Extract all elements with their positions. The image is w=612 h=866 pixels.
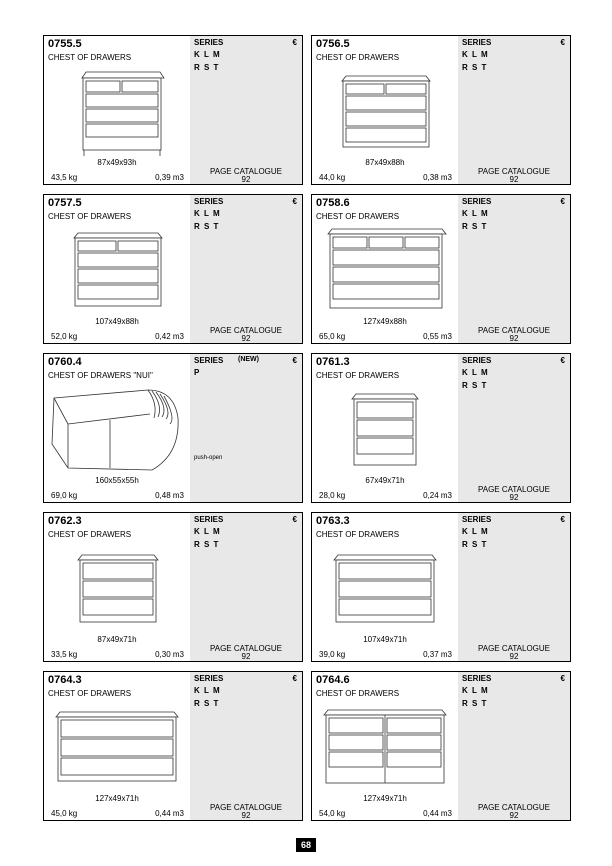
series-line-2: R S T bbox=[194, 699, 220, 708]
series-line-1: K L M bbox=[462, 209, 489, 218]
series-panel bbox=[458, 354, 570, 502]
product-name: CHEST OF DRAWERS "NUI" bbox=[48, 371, 153, 380]
product-weight: 52,0 kg bbox=[51, 332, 78, 341]
series-line-2: R S T bbox=[462, 381, 488, 390]
series-line-1: K L M bbox=[462, 50, 489, 59]
product-weight: 54,0 kg bbox=[319, 809, 346, 818]
page-catalogue-number: 92 bbox=[509, 175, 519, 184]
product-weight: 69,0 kg bbox=[51, 491, 78, 500]
series-line-1: K L M bbox=[194, 209, 221, 218]
series-panel bbox=[458, 195, 570, 343]
product-card-0755-5[interactable] bbox=[43, 35, 303, 185]
series-line-2: R S T bbox=[194, 63, 220, 72]
page-catalogue-label: PAGE CATALOGUE bbox=[209, 326, 282, 335]
product-weight: 39,0 kg bbox=[319, 650, 346, 659]
product-volume: 0,42 m3 bbox=[155, 332, 184, 341]
page-catalogue-label: PAGE CATALOGUE bbox=[477, 644, 550, 653]
product-code: 0764.3 bbox=[48, 674, 82, 686]
product-name: CHEST OF DRAWERS bbox=[316, 212, 400, 221]
product-code: 0757.5 bbox=[48, 197, 82, 209]
series-line-2: R S T bbox=[462, 63, 488, 72]
product-weight: 44,0 kg bbox=[319, 173, 346, 182]
product-code: 0762.3 bbox=[48, 515, 82, 527]
chest-of-drawers-illustration bbox=[318, 66, 452, 158]
page-catalogue-label: PAGE CATALOGUE bbox=[209, 803, 282, 812]
product-weight: 28,0 kg bbox=[319, 491, 346, 500]
series-line-1: P bbox=[194, 368, 201, 377]
page-catalogue-label: PAGE CATALOGUE bbox=[209, 167, 282, 176]
series-label: SERIES bbox=[462, 197, 492, 206]
product-card-0761-3[interactable] bbox=[311, 353, 571, 503]
page-catalogue-label: PAGE CATALOGUE bbox=[209, 644, 282, 653]
product-volume: 0,30 m3 bbox=[155, 650, 184, 659]
euro-icon: € bbox=[292, 515, 297, 524]
page-catalogue-ref bbox=[190, 327, 302, 343]
product-volume: 0,55 m3 bbox=[423, 332, 452, 341]
page-catalogue-ref bbox=[458, 804, 570, 820]
series-label: SERIES bbox=[462, 515, 492, 524]
product-dimensions: 127x49x71h bbox=[95, 794, 139, 803]
product-weight: 65,0 kg bbox=[319, 332, 346, 341]
series-line-1: K L M bbox=[462, 527, 489, 536]
product-card-0756-5[interactable] bbox=[311, 35, 571, 185]
series-label: SERIES bbox=[194, 38, 224, 47]
page-catalogue-label: PAGE CATALOGUE bbox=[477, 485, 550, 494]
product-note: push-open bbox=[194, 455, 223, 461]
page-catalogue-number: 92 bbox=[241, 175, 251, 184]
page-catalogue-ref bbox=[190, 804, 302, 820]
series-line-1: K L M bbox=[462, 686, 489, 695]
page-catalogue-number: 92 bbox=[509, 811, 519, 820]
series-line-1: K L M bbox=[194, 686, 221, 695]
series-line-1: K L M bbox=[462, 368, 489, 377]
product-dimensions: 107x49x88h bbox=[95, 317, 139, 326]
series-line-2: R S T bbox=[462, 540, 488, 549]
product-card-0762-3[interactable] bbox=[43, 512, 303, 662]
euro-icon: € bbox=[560, 674, 565, 683]
page-catalogue-number: 92 bbox=[241, 652, 251, 661]
product-code: 0764.6 bbox=[316, 674, 350, 686]
product-dimensions: 87x49x93h bbox=[97, 158, 137, 167]
series-line-2: R S T bbox=[194, 222, 220, 231]
product-weight: 45,0 kg bbox=[51, 809, 78, 818]
page-catalogue-number: 92 bbox=[509, 652, 519, 661]
euro-icon: € bbox=[560, 515, 565, 524]
chest-of-drawers-illustration bbox=[50, 225, 184, 317]
product-volume: 0,44 m3 bbox=[423, 809, 452, 818]
product-dimensions: 87x49x88h bbox=[365, 158, 405, 167]
product-name: CHEST OF DRAWERS bbox=[48, 53, 132, 62]
euro-icon: € bbox=[292, 674, 297, 683]
chest-of-drawers-illustration bbox=[50, 543, 184, 635]
product-code: 0755.5 bbox=[48, 38, 82, 50]
product-volume: 0,38 m3 bbox=[423, 173, 452, 182]
product-code: 0756.5 bbox=[316, 38, 350, 50]
product-dimensions: 87x49x71h bbox=[97, 635, 137, 644]
product-name: CHEST OF DRAWERS bbox=[316, 689, 400, 698]
product-code: 0763.3 bbox=[316, 515, 350, 527]
product-dimensions: 127x49x71h bbox=[363, 794, 407, 803]
product-dimensions: 160x55x55h bbox=[95, 476, 139, 485]
product-card-0764-6[interactable] bbox=[311, 671, 571, 821]
product-name: CHEST OF DRAWERS bbox=[48, 530, 132, 539]
chest-of-drawers-illustration bbox=[50, 384, 184, 476]
product-name: CHEST OF DRAWERS bbox=[48, 212, 132, 221]
page-catalogue-ref bbox=[458, 168, 570, 184]
series-panel bbox=[458, 36, 570, 184]
product-dimensions: 67x49x71h bbox=[365, 476, 405, 485]
euro-icon: € bbox=[292, 356, 297, 365]
euro-icon: € bbox=[292, 38, 297, 47]
series-label: SERIES bbox=[462, 38, 492, 47]
series-panel bbox=[190, 36, 302, 184]
page-catalogue-ref bbox=[458, 645, 570, 661]
product-card-0758-6[interactable] bbox=[311, 194, 571, 344]
product-volume: 0,39 m3 bbox=[155, 173, 184, 182]
series-label: SERIES bbox=[194, 356, 224, 365]
euro-icon: € bbox=[560, 356, 565, 365]
page-catalogue-label: PAGE CATALOGUE bbox=[477, 803, 550, 812]
series-line-2: R S T bbox=[194, 540, 220, 549]
chest-of-drawers-illustration bbox=[318, 543, 452, 635]
product-volume: 0,37 m3 bbox=[423, 650, 452, 659]
product-volume: 0,24 m3 bbox=[423, 491, 452, 500]
product-card-0757-5[interactable] bbox=[43, 194, 303, 344]
product-weight: 33,5 kg bbox=[51, 650, 78, 659]
page-catalogue-number: 92 bbox=[241, 334, 251, 343]
series-panel bbox=[190, 672, 302, 820]
product-card-0763-3[interactable] bbox=[311, 512, 571, 662]
product-name: CHEST OF DRAWERS bbox=[48, 689, 132, 698]
series-label: SERIES bbox=[194, 515, 224, 524]
series-label: SERIES bbox=[462, 674, 492, 683]
euro-icon: € bbox=[560, 38, 565, 47]
product-card-0760-4[interactable] bbox=[43, 353, 303, 503]
product-code: 0758.6 bbox=[316, 197, 350, 209]
chest-of-drawers-illustration bbox=[318, 702, 452, 794]
euro-icon: € bbox=[292, 197, 297, 206]
product-dimensions: 127x49x88h bbox=[363, 317, 407, 326]
series-label: SERIES bbox=[194, 197, 224, 206]
product-volume: 0,48 m3 bbox=[155, 491, 184, 500]
product-card-0764-3[interactable] bbox=[43, 671, 303, 821]
page-catalogue-ref bbox=[458, 486, 570, 502]
series-panel bbox=[190, 513, 302, 661]
series-panel bbox=[458, 513, 570, 661]
series-line-1: K L M bbox=[194, 50, 221, 59]
series-line-1: K L M bbox=[194, 527, 221, 536]
page-catalogue-number: 92 bbox=[509, 334, 519, 343]
series-panel bbox=[190, 195, 302, 343]
series-panel bbox=[458, 672, 570, 820]
series-line-2: R S T bbox=[462, 222, 488, 231]
page-catalogue-ref bbox=[458, 327, 570, 343]
product-dimensions: 107x49x71h bbox=[363, 635, 407, 644]
page-catalogue-ref bbox=[190, 645, 302, 661]
chest-of-drawers-illustration bbox=[318, 225, 452, 317]
chest-of-drawers-illustration bbox=[318, 384, 452, 476]
new-badge: (NEW) bbox=[238, 356, 259, 363]
page-catalogue-label: PAGE CATALOGUE bbox=[477, 167, 550, 176]
page-number: 68 bbox=[296, 838, 316, 852]
euro-icon: € bbox=[560, 197, 565, 206]
product-volume: 0,44 m3 bbox=[155, 809, 184, 818]
product-weight: 43,5 kg bbox=[51, 173, 78, 182]
series-panel bbox=[190, 354, 302, 502]
series-label: SERIES bbox=[462, 356, 492, 365]
product-code: 0761.3 bbox=[316, 356, 350, 368]
page-catalogue-label: PAGE CATALOGUE bbox=[477, 326, 550, 335]
product-name: CHEST OF DRAWERS bbox=[316, 53, 400, 62]
chest-of-drawers-illustration bbox=[50, 702, 184, 794]
product-code: 0760.4 bbox=[48, 356, 82, 368]
product-name: CHEST OF DRAWERS bbox=[316, 530, 400, 539]
series-line-2: R S T bbox=[462, 699, 488, 708]
series-label: SERIES bbox=[194, 674, 224, 683]
chest-of-drawers-illustration bbox=[50, 66, 184, 158]
product-name: CHEST OF DRAWERS bbox=[316, 371, 400, 380]
page-catalogue-number: 92 bbox=[241, 811, 251, 820]
page-catalogue-ref bbox=[190, 168, 302, 184]
page-catalogue-number: 92 bbox=[509, 493, 519, 502]
